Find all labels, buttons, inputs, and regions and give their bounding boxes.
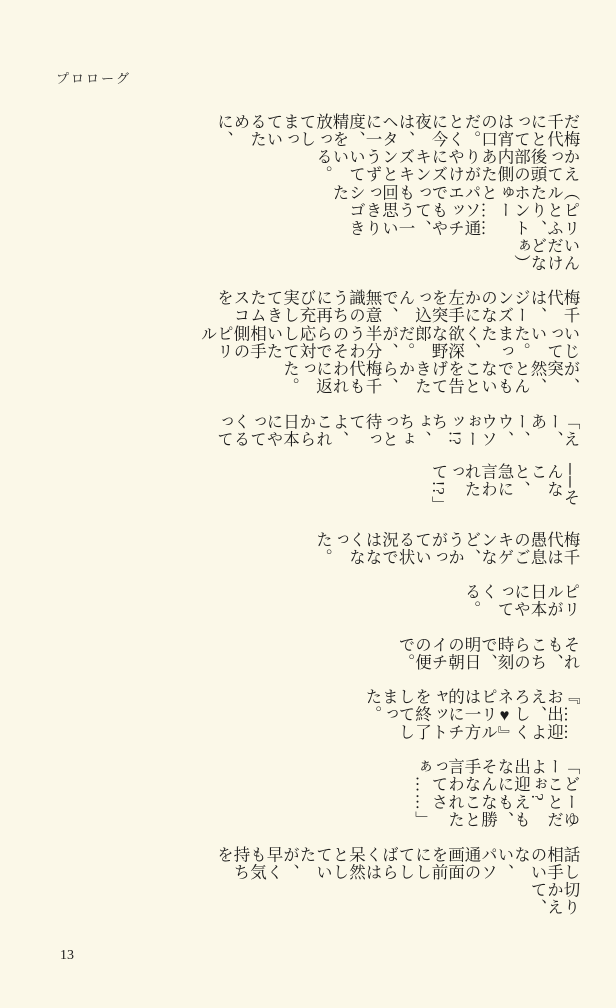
text-column: 「どーゆーことだよぉ? 出迎えもなにも、そんな勝手なこと言われたってさぁ……」 [412, 758, 580, 829]
vertical-body-text [188, 96, 579, 916]
text-column: 話し相手のいない、パソ通の画面を前にしてしばらくは呆然としていたが、早くも気持ちを [214, 845, 580, 882]
text-column: かえって後頭部の内側あたりがやけにズキンズキンとうずいている。 [313, 148, 580, 184]
text-column: 「えー、あー、ウ、ウソぉーッ!? ちょ、ちょっと待ってよ、これから日本にやってくるって [214, 412, 580, 464]
text-column: だ梅千代にとっては宵の口だ。とくに今夜は、ヘタに一度、精を放ってしまっているために、 [214, 113, 580, 149]
text-column: 梅千代は、ジーンズのなかに左手を突っ込んで、無意識のうちに再び充実してきたムスコを [214, 289, 580, 325]
text-column: が、突然、とんでもないことを告げてきたから、梅千代もわれに返った。 [280, 360, 580, 396]
running-head: プロローグ [56, 71, 132, 86]
text-column: ──そんなこと、急に言われたって!?」 [429, 463, 580, 514]
text-column: それも、こちらの時刻で、明日の朝イチの便で。 [396, 635, 580, 671]
text-column: 梅千代は愚息のごキゲンなど、うかがっている状況ではなくなった。 [313, 530, 580, 567]
text-column: 切りかえて、 [528, 881, 580, 917]
page-number: 13 [60, 948, 74, 963]
text-column: いんだけどなぁ） [511, 236, 580, 273]
text-column: （ピリルとふたり、ホントゅーと……パソ通エッチでもやって、もう一回思いっきりシゴきた [330, 183, 580, 237]
text-column: いじっていた。まったく、欲深な野郎だ。が、半分うわのそらで応対していた相手側のピリル [198, 324, 580, 361]
text-column: 『……お出迎え、よろしくネ♥』ピリルは一方的にチャットを終了してしまった。 [363, 687, 580, 742]
text-column: ピリルが日本にやってくる。 [462, 583, 580, 619]
